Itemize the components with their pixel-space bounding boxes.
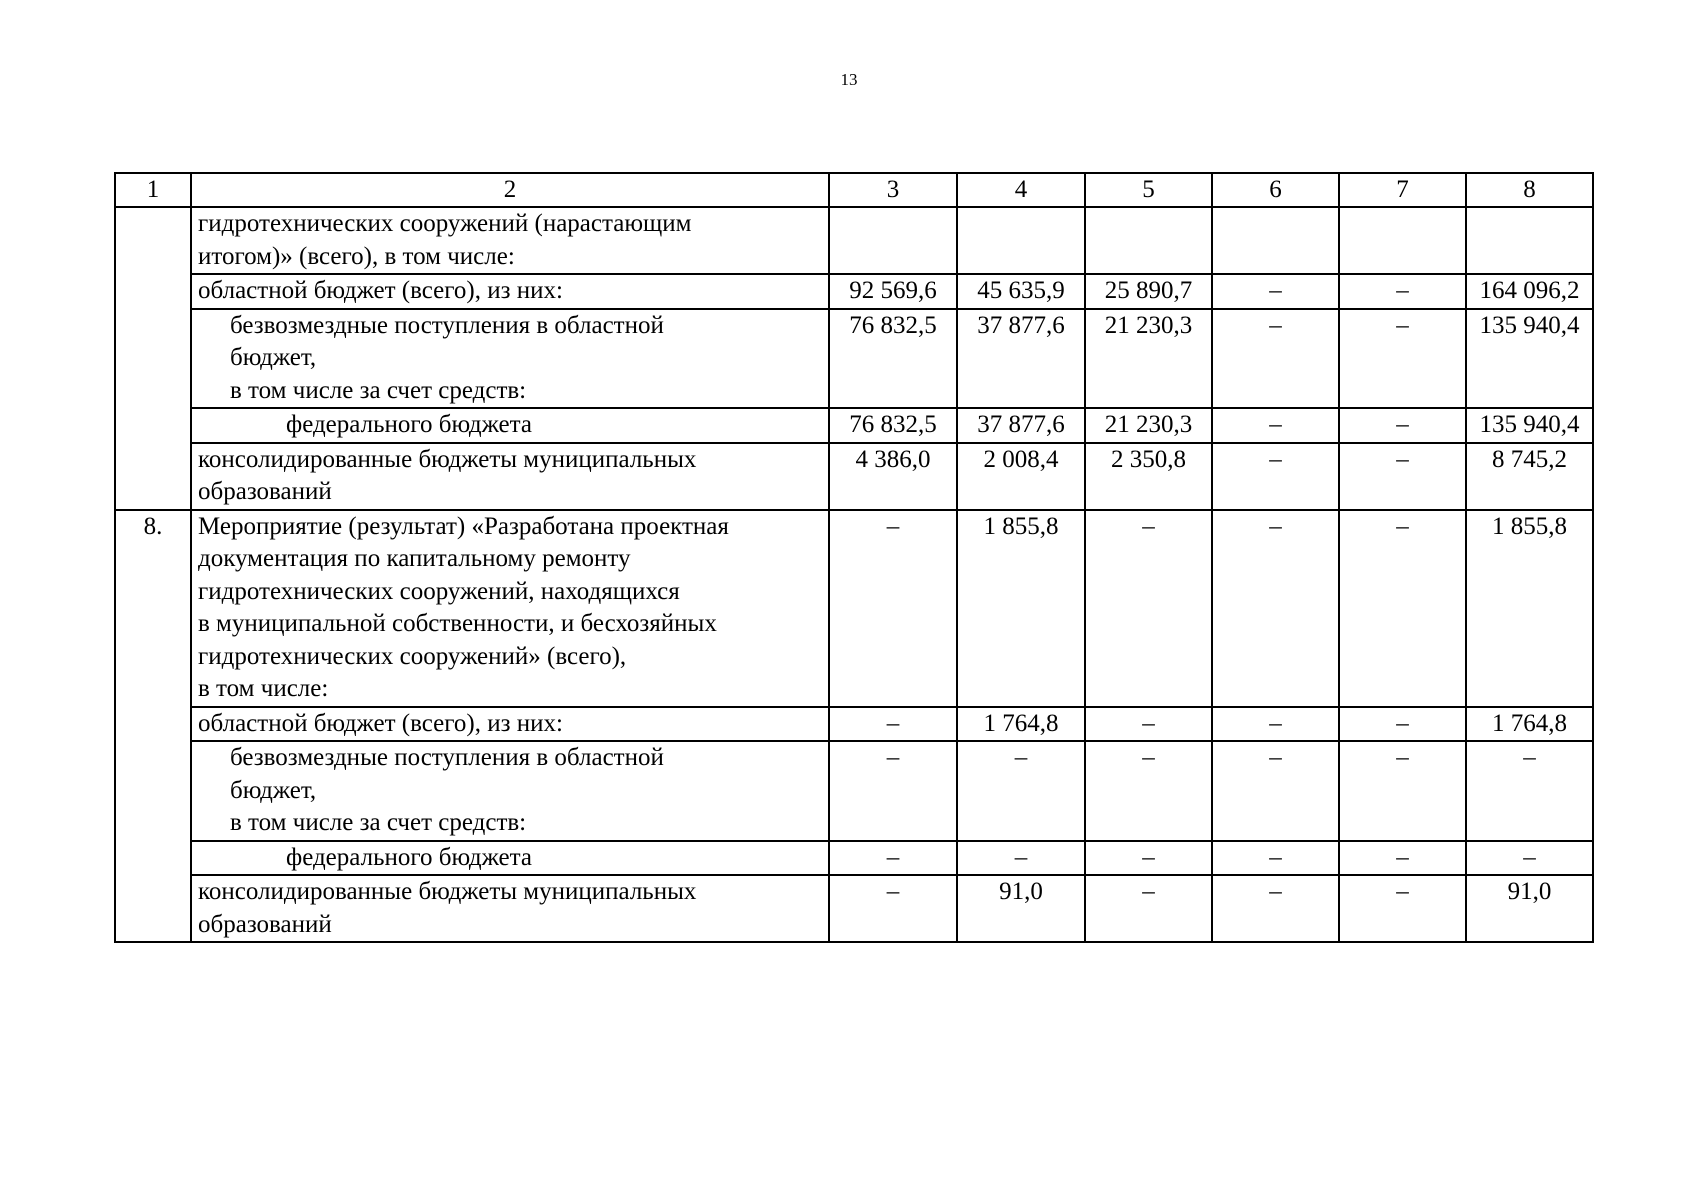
cell-value: 25 890,7 (1085, 274, 1212, 309)
header-cell: 4 (957, 173, 1085, 207)
cell-value: 37 877,6 (957, 309, 1085, 409)
row-description: консолидированные бюджеты муниципальных образований (191, 443, 829, 510)
cell-value: 76 832,5 (829, 408, 957, 443)
cell-value: – (1466, 741, 1593, 841)
header-cell: 7 (1339, 173, 1466, 207)
table-row (115, 408, 1593, 443)
table-row (115, 707, 1593, 742)
cell-value: 164 096,2 (1466, 274, 1593, 309)
cell-value: 91,0 (1466, 875, 1593, 942)
cell-value: – (829, 875, 957, 942)
table-row (115, 443, 1593, 510)
cell-value: – (957, 741, 1085, 841)
cell-value: – (1085, 510, 1212, 707)
cell-value: – (1212, 741, 1339, 841)
cell-value: – (1339, 875, 1466, 942)
cell-value: 1 855,8 (957, 510, 1085, 707)
cell-value (1212, 207, 1339, 274)
row-description: федерального бюджета (191, 408, 829, 443)
cell-value: – (1085, 875, 1212, 942)
cell-value: – (1339, 841, 1466, 876)
cell-value: – (957, 841, 1085, 876)
cell-value (829, 207, 957, 274)
page-number: 13 (840, 70, 858, 89)
row-description: областной бюджет (всего), из них: (191, 274, 829, 309)
row-description: Мероприятие (результат) «Разработана проектная документация по капитальному ремонту гидротехнических сооружений, находящихся в муниципальной собственности, и бесхозяйных гидротехнических сооружений» (всего), в том числе: (191, 510, 829, 707)
table-row (115, 274, 1593, 309)
row-number (115, 207, 191, 510)
cell-value: – (1339, 309, 1466, 409)
cell-value (1339, 207, 1466, 274)
cell-value (1466, 207, 1593, 274)
cell-value: – (1085, 841, 1212, 876)
row-description: областной бюджет (всего), из них: (191, 707, 829, 742)
cell-value: – (829, 510, 957, 707)
cell-value: 21 230,3 (1085, 309, 1212, 409)
row-description: безвозмездные поступления в областной бюджет, в том числе за счет средств: (191, 309, 829, 409)
cell-value: 37 877,6 (957, 408, 1085, 443)
cell-value: 92 569,6 (829, 274, 957, 309)
row-description: федерального бюджета (191, 841, 829, 876)
table-row (115, 309, 1593, 409)
cell-value: – (1212, 274, 1339, 309)
cell-value: – (829, 741, 957, 841)
cell-value: – (1339, 408, 1466, 443)
cell-value: – (1466, 841, 1593, 876)
cell-value: 2 008,4 (957, 443, 1085, 510)
cell-value: – (1085, 741, 1212, 841)
cell-value: – (1212, 841, 1339, 876)
cell-value: – (1212, 309, 1339, 409)
cell-value: 21 230,3 (1085, 408, 1212, 443)
cell-value: 91,0 (957, 875, 1085, 942)
budget-table (114, 172, 1594, 943)
cell-value: 2 350,8 (1085, 443, 1212, 510)
cell-value: 135 940,4 (1466, 309, 1593, 409)
header-cell: 3 (829, 173, 957, 207)
cell-value: – (1212, 443, 1339, 510)
cell-value: – (1212, 408, 1339, 443)
cell-value (957, 207, 1085, 274)
cell-value: – (1085, 707, 1212, 742)
cell-value: – (829, 841, 957, 876)
cell-value: 8 745,2 (1466, 443, 1593, 510)
cell-value: – (1339, 741, 1466, 841)
header-cell: 1 (115, 173, 191, 207)
row-description: гидротехнических сооружений (нарастающим итогом)» (всего), в том числе: (191, 207, 829, 274)
cell-value: – (1339, 443, 1466, 510)
cell-value: 1 764,8 (957, 707, 1085, 742)
cell-value: – (1212, 875, 1339, 942)
row-description: консолидированные бюджеты муниципальных образований (191, 875, 829, 942)
cell-value: – (829, 707, 957, 742)
cell-value: – (1339, 510, 1466, 707)
table-row (115, 875, 1593, 942)
cell-value: 135 940,4 (1466, 408, 1593, 443)
table-row (115, 207, 1593, 274)
cell-value: – (1339, 707, 1466, 742)
row-description: безвозмездные поступления в областной бюджет, в том числе за счет средств: (191, 741, 829, 841)
table-header-row (115, 173, 1593, 207)
table-row (115, 841, 1593, 876)
cell-value: 45 635,9 (957, 274, 1085, 309)
cell-value: 4 386,0 (829, 443, 957, 510)
cell-value: – (1212, 707, 1339, 742)
cell-value (1085, 207, 1212, 274)
cell-value: – (1212, 510, 1339, 707)
header-cell: 6 (1212, 173, 1339, 207)
header-cell: 5 (1085, 173, 1212, 207)
cell-value: 76 832,5 (829, 309, 957, 409)
row-number: 8. (115, 510, 191, 943)
header-cell: 2 (191, 173, 829, 207)
cell-value: – (1339, 274, 1466, 309)
table-row (115, 741, 1593, 841)
cell-value: 1 764,8 (1466, 707, 1593, 742)
header-cell: 8 (1466, 173, 1593, 207)
cell-value: 1 855,8 (1466, 510, 1593, 707)
table-row (115, 510, 1593, 707)
